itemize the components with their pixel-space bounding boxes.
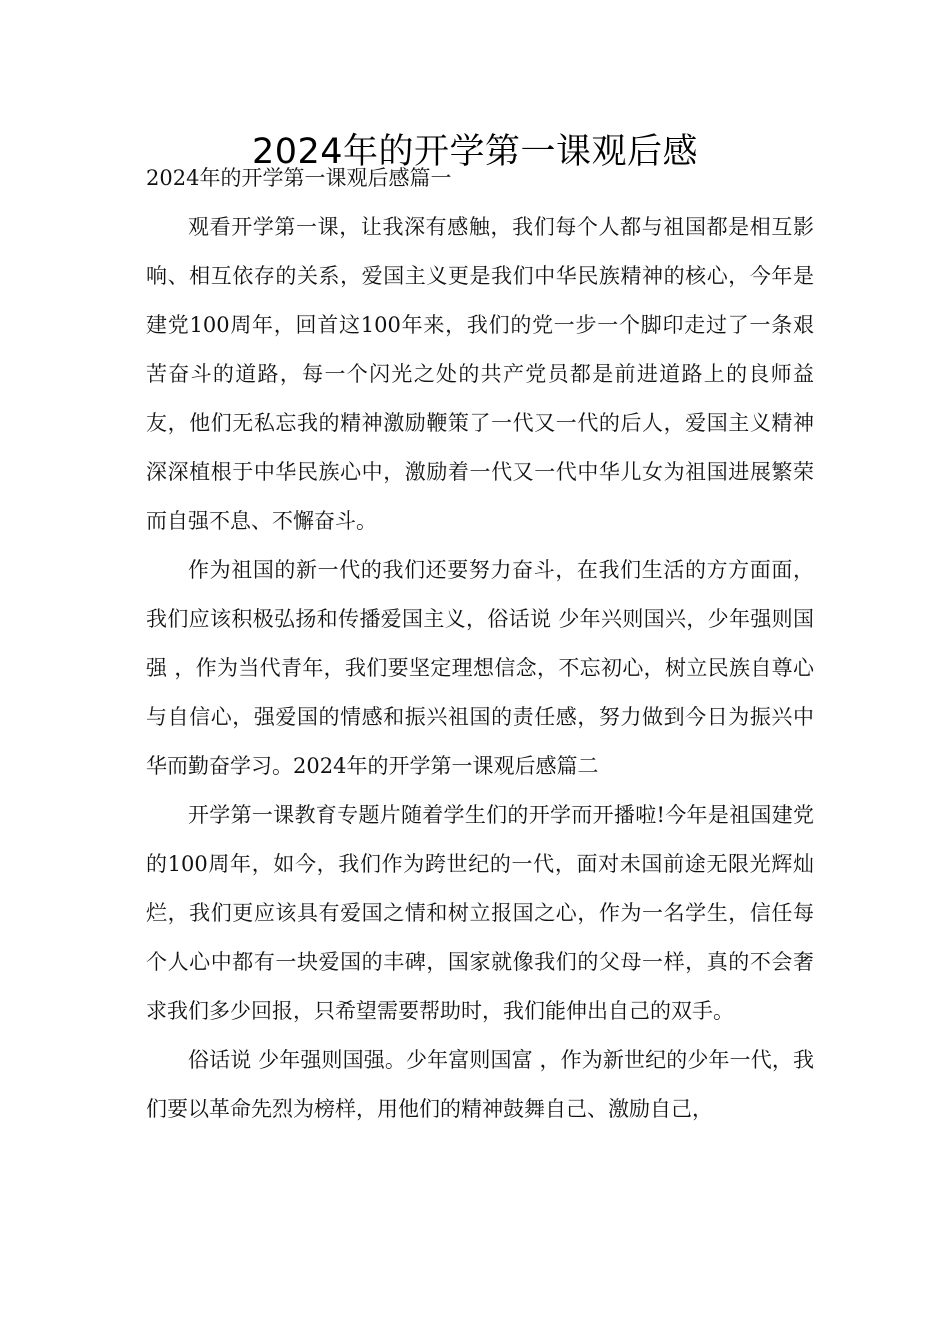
paragraph-4: 俗话说 少年强则国强。少年富则国富 ，作为新世纪的少年一代，我们要以革命先烈为榜样，用他们的精神鼓舞自己、激励自己， — [146, 1048, 814, 1121]
paragraph-1: 观看开学第一课，让我深有感触，我们每个人都与祖国都是相互影响、相互依存的关系，爱国主义更是我们中华民族精神的核心，今年是建党100周年，回首这100年来，我们的党一步一个脚印走过了一条艰苦奋斗的道路，每一个闪光之处的共产党员都是前进道路上的良师益友，他们无私忘我的精神激励鞭策了一代又一代的后人，爱国主义精神深深植根于中华民族心中，激励着一代又一代中华儿女为祖国进展繁荣而自强不息、不懈奋斗。 — [146, 215, 814, 533]
document-title: 2024年的开学第一课观后感 — [251, 132, 699, 172]
paragraph-3: 开学第一课教育专题片随着学生们的开学而开播啦!今年是祖国建党的100周年，如今，我们作为跨世纪的一代，面对未国前途无限光辉灿烂，我们更应该具有爱国之情和树立报国之心，作为一名学生，信任每个人心中都有一块爱国的丰碑，国家就像我们的父母一样，真的不会奢求我们多少回报，只希望需要帮助时，我们能伸出自己的双手。 — [146, 803, 814, 1023]
section-heading: 2024年的开学第一课观后感篇一 — [146, 166, 452, 190]
paragraph-2: 作为祖国的新一代的我们还要努力奋斗，在我们生活的方方面面，我们应该积极弘扬和传播爱国主义，俗话说 少年兴则国兴，少年强则国强 ，作为当代青年，我们要坚定理想信念，不忘初心，树立民族自尊心与自信心，强爱国的情感和振兴祖国的责任感，努力做到今日为振兴中华而勤奋学习。2024年的开学第一课观后感篇二 — [146, 558, 814, 778]
document-body — [146, 154, 814, 1134]
